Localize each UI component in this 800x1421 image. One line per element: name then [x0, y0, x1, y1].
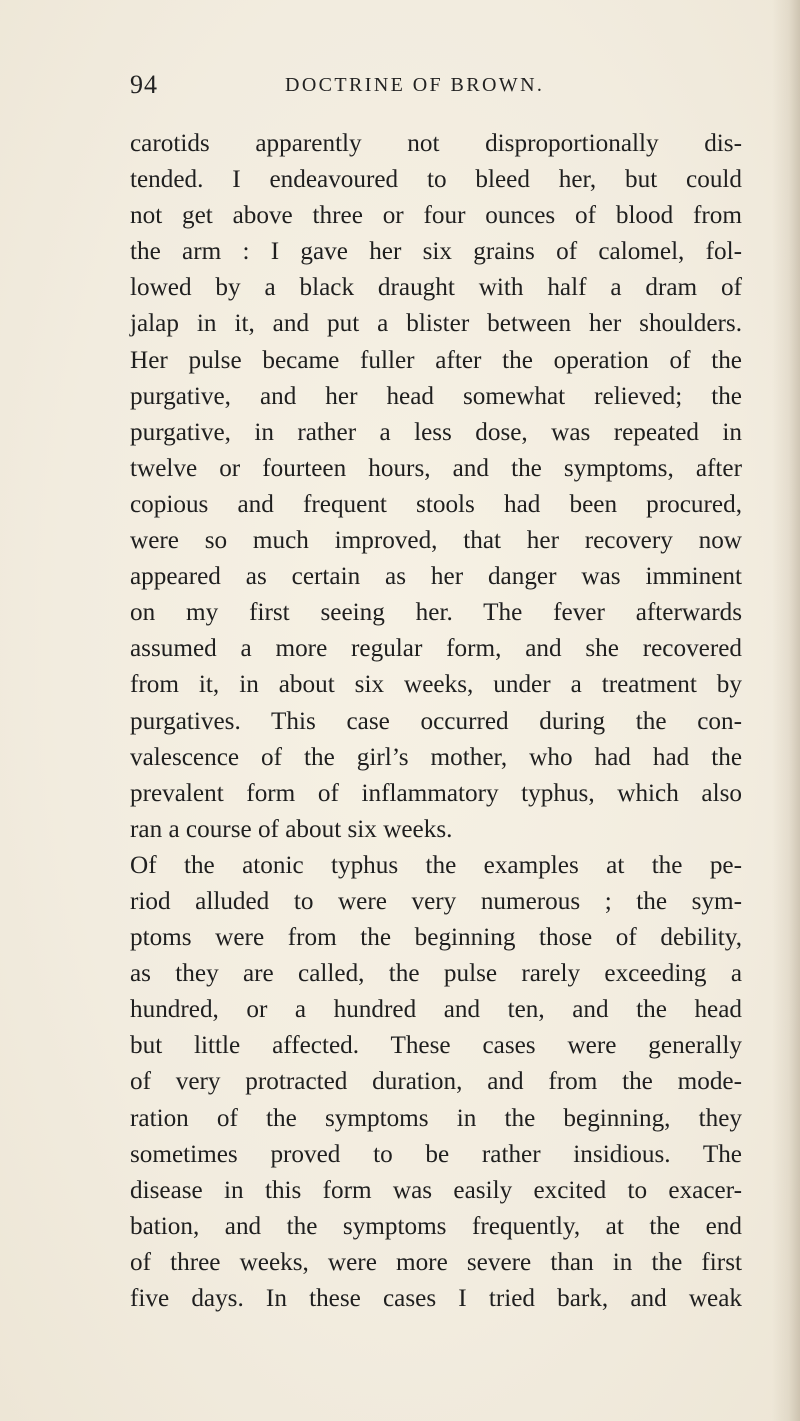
- text-line: were so much improved, that her recovery now: [130, 527, 742, 555]
- text-line: Of the atonic typhus the examples at the pe-: [130, 851, 742, 879]
- text-line: assumed a more regular form, and she recovered: [130, 635, 742, 663]
- text-line: copious and frequent stools had been procured,: [130, 490, 742, 518]
- text-line: the arm : I gave her six grains of calomel, fol-: [130, 238, 742, 266]
- text-line: sometimes proved to be rather insidious. The: [130, 1140, 742, 1168]
- text-line: lowed by a black draught with half a dram of: [130, 274, 742, 302]
- page-header: [130, 70, 730, 110]
- text-line: not get above three or four ounces of blood from: [130, 202, 742, 230]
- text-line: ptoms were from the beginning those of debility,: [130, 924, 742, 952]
- text-line: five days. In these cases I tried bark, and weak: [130, 1285, 742, 1312]
- text-line: purgative, and her head somewhat relieved; the: [130, 382, 742, 410]
- text-line: purgative, in rather a less dose, was repeated in: [130, 418, 742, 446]
- text-line: jalap in it, and put a blister between her shoulders.: [130, 310, 742, 338]
- text-line: of very protracted duration, and from the mode-: [130, 1068, 742, 1096]
- text-line: ration of the symptoms in the beginning, they: [130, 1104, 742, 1132]
- text-line: purgatives. This case occurred during the con-: [130, 707, 742, 735]
- text-line: of three weeks, were more severe than in the first: [130, 1248, 742, 1276]
- text-line: carotids apparently not disproportionally dis-: [130, 130, 742, 157]
- text-line: Her pulse became fuller after the operation of the: [130, 346, 742, 374]
- text-line: but little affected. These cases were generally: [130, 1032, 742, 1060]
- text-line: as they are called, the pulse rarely exceeding a: [130, 960, 742, 988]
- text-line: disease in this form was easily excited to exacer-: [130, 1176, 742, 1204]
- text-line: tended. I endeavoured to bleed her, but could: [130, 166, 742, 194]
- running-head: DOCTRINE OF BROWN.: [285, 74, 545, 96]
- text-line: appeared as certain as her danger was imminent: [130, 563, 742, 591]
- text-line: riod alluded to were very numerous ; the sym-: [130, 887, 742, 915]
- text-line: twelve or fourteen hours, and the symptoms, after: [130, 454, 742, 482]
- text-line: from it, in about six weeks, under a treatment by: [130, 671, 742, 699]
- text-line: ran a course of about six weeks.: [130, 815, 453, 843]
- text-line: valescence of the girl’s mother, who had had the: [130, 743, 742, 771]
- page-number: 94: [130, 70, 158, 99]
- page-edge-shadow: [772, 0, 800, 1421]
- text-line: bation, and the symptoms frequently, at the end: [130, 1212, 742, 1240]
- text-line: prevalent form of inflammatory typhus, which also: [130, 779, 742, 807]
- text-line: hundred, or a hundred and ten, and the head: [130, 996, 742, 1024]
- body-text: [130, 126, 742, 1317]
- text-line: on my first seeing her. The fever afterwards: [130, 599, 742, 627]
